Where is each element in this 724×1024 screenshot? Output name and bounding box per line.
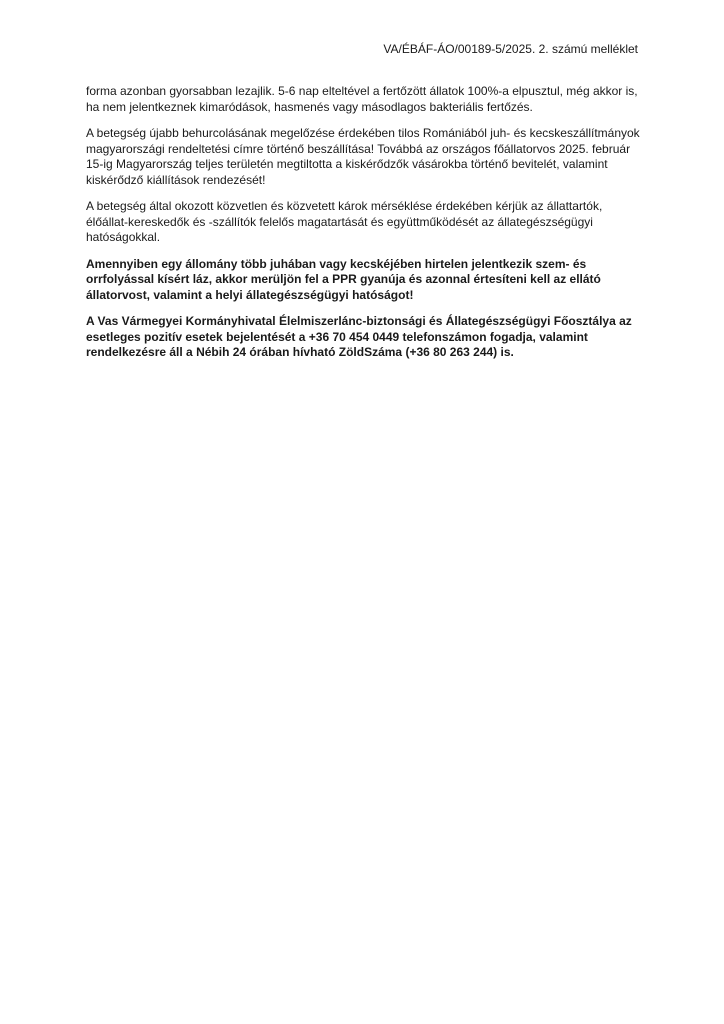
paragraph-contact-info: A Vas Vármegyei Kormányhivatal Élelmiszerlánc-biztonsági és Állategészségügyi Főosztálya az esetleges pozitív esetek bejelentését a +36 70 454 0449 telefonszámon fogadja, valamint rendelkezésre áll a Nébih 24 órában hívható ZöldSzáma (+36 80 263 244) is. (86, 314, 632, 359)
document-body (86, 84, 642, 372)
paragraph-import-ban: A betegség újabb behurcolásának megelőzése érdekében tilos Romániából juh- és kecskeszállítmányok magyarországi rendeltetési címre történő beszállítása! Továbbá az országos főállatorvos 2025. február 15-ig Magyarország teljes területén megtiltotta a kiskérődzők vásárokba történő bevitelét, valamint kiskérődző kiállítások rendezését! (86, 126, 640, 187)
paragraph-disease-course: forma azonban gyorsabban lezajlik. 5-6 nap elteltével a fertőzött állatok 100%-a elpusztul, még akkor is, ha nem jelentkeznek kimaródások, hasmenés vagy másodlagos bakteriális fertőzés. (86, 84, 638, 114)
paragraph-suspicion-notice: Amennyiben egy állomány több juhában vagy kecskéjében hirtelen jelentkezik szem- és orrfolyással kísért láz, akkor merüljön fel a PPR gyanúja és azonnal értesíteni kell az ellátó állatorvost, valamint a helyi állategészségügyi hatóságot! (86, 256, 601, 302)
document-reference-header: VA/ÉBÁF-ÁO/00189-5/2025. 2. számú melléklet (383, 42, 638, 56)
paragraph-cooperation-request: A betegség által okozott közvetlen és közvetett károk mérséklése érdekében kérjük az állattartók, élőállat-kereskedők és -szállítók felelős magatartását és együttműködését az állategészségügyi hatóságokkal. (86, 199, 603, 244)
